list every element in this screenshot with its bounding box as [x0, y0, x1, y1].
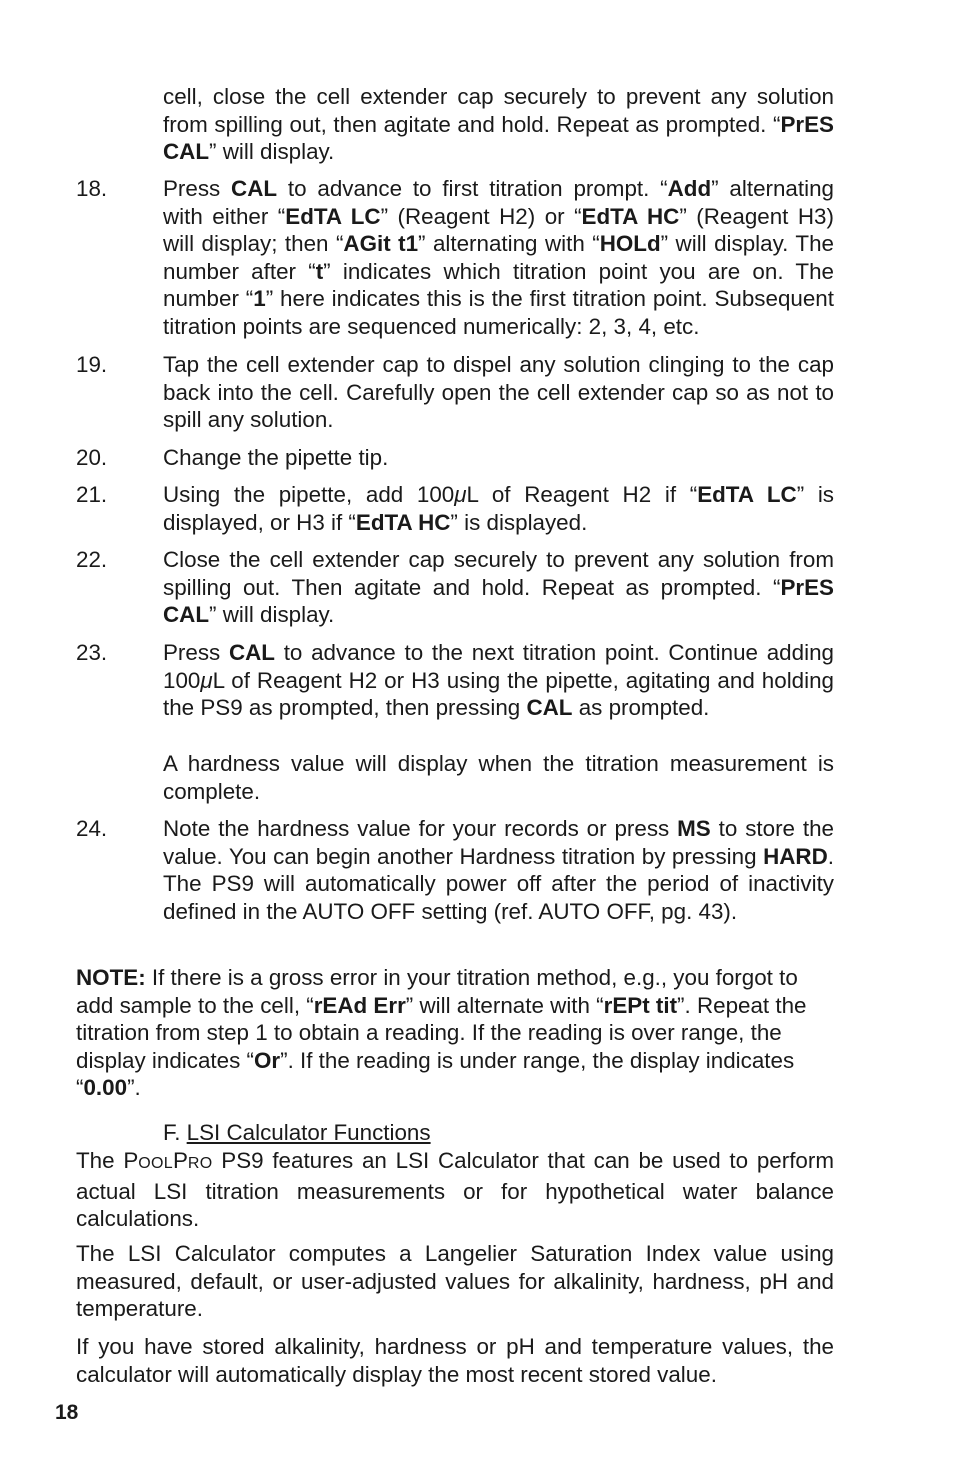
step-number: 24. [76, 816, 108, 841]
step-24-text [163, 815, 834, 925]
key-name: CAL [526, 695, 573, 721]
brand-letter: P [172, 1148, 188, 1173]
text: ” will alternate with “ [405, 992, 604, 1018]
text: The [76, 1148, 124, 1173]
text: ” will display. The number after “ [163, 231, 834, 284]
text: ”. [127, 1075, 141, 1101]
step-number: 21. [76, 482, 108, 507]
text: ” alternating with “ [418, 231, 600, 257]
text: Press [163, 640, 229, 665]
text: ” indicates which titration point you are on. The number “ [163, 258, 834, 312]
step-23-note [163, 750, 834, 805]
step-23-text [163, 639, 834, 722]
text: ” alternating with either “ [163, 176, 834, 229]
text: to advance to first titration prompt. “ [277, 176, 668, 201]
text: to store the value. You can begin another Hardness titration by pressing [163, 816, 834, 869]
display-code: EdTA LC [697, 482, 797, 507]
section-title: LSI Calculator Functions [186, 1120, 431, 1145]
display-code: PrES CAL [163, 574, 834, 628]
step-20-text [163, 444, 834, 472]
text: L of Reagent H2 or H3 using the pipette, agitating and holding the PS9 as prompted, then pressing [163, 667, 834, 721]
display-code: rEAd Err [313, 992, 406, 1018]
lsi-intro-paragraph [76, 1147, 834, 1233]
display-code: t [315, 258, 324, 284]
text: ” will display. [209, 139, 335, 165]
key-name: CAL [231, 176, 278, 201]
section-heading [163, 1119, 663, 1147]
key-name: HARD [763, 843, 828, 869]
display-code: EdTA HC [581, 203, 680, 229]
lsi-compute-paragraph [76, 1240, 834, 1323]
text: cell, close the cell extender cap securely to prevent any solution from spilling out, then agitate and hold. Repeat as prompted. “ [163, 84, 834, 137]
display-code: EdTA LC [285, 203, 381, 229]
lsi-stored-paragraph [76, 1333, 834, 1388]
text: Change the pipette tip. [163, 445, 389, 470]
text: . The PS9 will automatically power off after the period of inactivity defined in the AUTO OFF setting (ref. AUTO OFF, pg. 43). [163, 843, 834, 924]
section-letter: F. [163, 1120, 181, 1145]
key-name: MS [677, 816, 711, 841]
micro-symbol: μ [200, 667, 213, 693]
page-number: 18 [55, 1401, 79, 1424]
note-label: NOTE: [76, 965, 146, 990]
text: ”. If the reading is under range, the display indicates “ [76, 1047, 795, 1101]
step-number: 18. [76, 176, 108, 201]
text: The LSI Calculator computes a Langelier Saturation Index value using measured, default, or user-adjusted values for alkalinity, hardness, pH and temperature. [76, 1241, 834, 1322]
text: A hardness value will display when the titration measurement is complete. [163, 751, 834, 804]
micro-symbol: μ [454, 482, 467, 507]
display-code: Or [253, 1047, 281, 1073]
text: ” (Reagent H3) will display; then “ [163, 203, 834, 257]
text: Close the cell extender cap securely to prevent any solution from spilling out. Then agitate and hold. Repeat as prompted. “ [163, 547, 834, 600]
text: Using the pipette, add 100 [163, 482, 455, 507]
brand-smallcaps: OOL [138, 1155, 173, 1172]
display-code: rEPt tit [603, 992, 678, 1018]
step-22-text [163, 546, 834, 629]
text: PS9 features an LSI Calculator that can be used to perform actual LSI titration measurements or for hypothetical water balance calculations. [76, 1148, 834, 1232]
text: L of Reagent H2 if “ [466, 482, 698, 507]
text: Tap the cell extender cap to dispel any solution clinging to the cap back into the cell. Carefully open the cell extender cap so as not to spill any solution. [163, 352, 834, 433]
step-number: 23. [76, 640, 108, 665]
step-number: 19. [76, 352, 108, 377]
step-18-text [163, 175, 834, 341]
text: ”. Repeat the titration from step 1 to obtain a reading. If the reading is over range, the display indicates “ [76, 992, 807, 1073]
text: If you have stored alkalinity, hardness or pH and temperature values, the calculator will automatically display the most recent stored value. [76, 1334, 834, 1387]
display-code: EdTA HC [355, 509, 451, 535]
step-17-continuation [163, 83, 834, 166]
text: ” is displayed. [450, 509, 588, 535]
display-code: PrES CAL [163, 111, 834, 165]
step-21-text [163, 481, 834, 536]
text: ” (Reagent H2) or “ [380, 203, 582, 229]
note-paragraph [76, 964, 836, 1102]
key-name: CAL [228, 640, 275, 665]
text: to advance to the next titration point. Continue adding 100 [163, 640, 834, 693]
text: ” will display. [209, 602, 335, 628]
step-19-text [163, 351, 834, 434]
display-code: 1 [253, 286, 266, 312]
text: Press [163, 176, 232, 201]
text: as prompted. [572, 695, 710, 721]
step-number: 20. [76, 445, 108, 470]
text: If there is a gross error in your titration method, e.g., you forgot to add sample to the cell, “ [76, 965, 798, 1018]
display-code: HOLd [599, 231, 661, 257]
display-code: Add [667, 176, 712, 201]
text: ” here indicates this is the first titration point. Subsequent titration points are sequenced numerically: 2, 3, 4, etc. [163, 286, 834, 339]
step-number: 22. [76, 547, 108, 572]
brand-smallcaps: RO [187, 1155, 213, 1172]
brand-letter: P [123, 1148, 139, 1173]
text: Note the hardness value for your records or press [163, 816, 678, 841]
text: ” is displayed, or H3 if “ [163, 482, 834, 535]
display-code: 0.00 [83, 1075, 128, 1101]
display-code: AGit t1 [343, 231, 419, 257]
